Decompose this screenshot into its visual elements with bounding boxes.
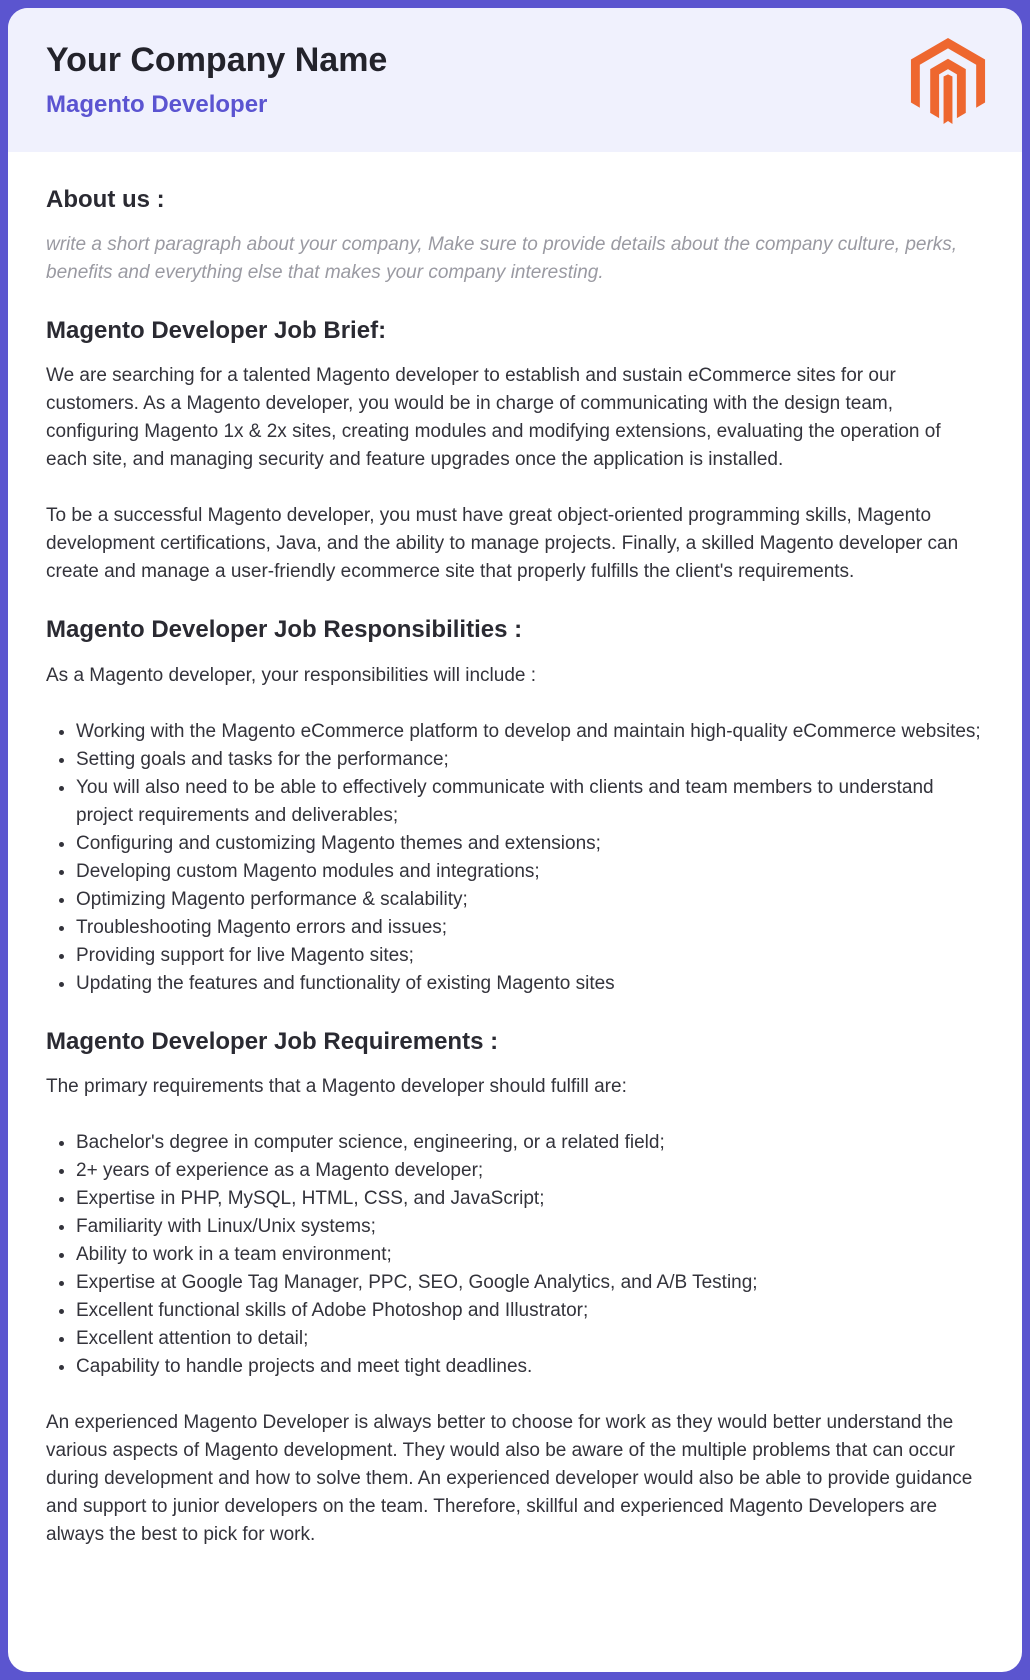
list-item: • Bachelor's degree in computer science, engineering, or a related field; (76, 1129, 984, 1157)
job-title: Magento Developer (46, 90, 268, 118)
content (8, 152, 1022, 1549)
brief-heading: Magento Developer Job Brief: (46, 317, 387, 345)
brief-paragraph: To be a successful Magento developer, you must have great object-oriented programming skills, Magento development certifications, Java, and the ability to manage projects. Finally, a skilled Magento developer can create and manage a user-friendly ecommerce site that properly fulfills the client's requirements. (46, 505, 959, 583)
closing-paragraph: An experienced Magento Developer is always better to choose for work as they would better understand the various aspects of Magento development. They would also be aware of the multiple problems that can occur during development and how to solve them. An experienced developer would also be able to provide guidance and support to junior developers on the team. Therefore, skillful and experienced Magento Developers are always the best to pick for work. (46, 1411, 973, 1545)
list-item: • Familiarity with Linux/Unix systems; (76, 1213, 984, 1241)
header (8, 8, 1022, 152)
list-item: • Configuring and customizing Magento themes and extensions; (76, 830, 984, 858)
list-item: • Developing custom Magento modules and integrations; (76, 858, 984, 886)
responsibilities-list (46, 718, 984, 998)
list-item: • You will also need to be able to effectively communicate with clients and team members to understand project requirements and deliverables; (76, 774, 984, 830)
magento-logo-icon (910, 38, 986, 124)
requirements-list (46, 1129, 984, 1381)
list-item: • Ability to work in a team environment; (76, 1241, 984, 1269)
responsibilities-heading: Magento Developer Job Responsibilities : (46, 616, 523, 644)
requirements-heading: Magento Developer Job Requirements : (46, 1027, 499, 1055)
list-item: • Expertise at Google Tag Manager, PPC, SEO, Google Analytics, and A/B Testing; (76, 1269, 984, 1297)
job-description-card (8, 8, 1022, 1672)
list-item: • Expertise in PHP, MySQL, HTML, CSS, and JavaScript; (76, 1185, 984, 1213)
list-item: • Excellent functional skills of Adobe Photoshop and Illustrator; (76, 1297, 984, 1325)
list-item: • Troubleshooting Magento errors and issues; (76, 914, 984, 942)
list-item: • Working with the Magento eCommerce platform to develop and maintain high-quality eCommerce websites; (76, 718, 984, 746)
brief-paragraph: We are searching for a talented Magento developer to establish and sustain eCommerce sites for our customers. As a Magento developer, you would be in charge of communicating with the design team, configuring Magento 1x & 2x sites, creating modules and modifying extensions, evaluating the operation of each site, and managing security and feature upgrades once the application is installed. (46, 365, 941, 471)
list-item: • Updating the features and functionality of existing Magento sites (76, 970, 984, 998)
about-heading: About us : (46, 186, 165, 213)
about-placeholder: write a short paragraph about your company, Make sure to provide details about the company culture, perks, benefits and everything else that makes your company interesting. (46, 234, 958, 284)
company-name: Your Company Name (46, 41, 388, 79)
list-item: • Setting goals and tasks for the performance; (76, 746, 984, 774)
requirements-intro: The primary requirements that a Magento developer should fulfill are: (46, 1075, 627, 1097)
list-item: • Capability to handle projects and meet tight deadlines. (76, 1353, 984, 1381)
list-item: • Excellent attention to detail; (76, 1325, 984, 1353)
list-item: • 2+ years of experience as a Magento developer; (76, 1157, 984, 1185)
list-item: • Optimizing Magento performance & scalability; (76, 886, 984, 914)
responsibilities-intro: As a Magento developer, your responsibilities will include : (46, 664, 537, 686)
list-item: • Providing support for live Magento sites; (76, 942, 984, 970)
